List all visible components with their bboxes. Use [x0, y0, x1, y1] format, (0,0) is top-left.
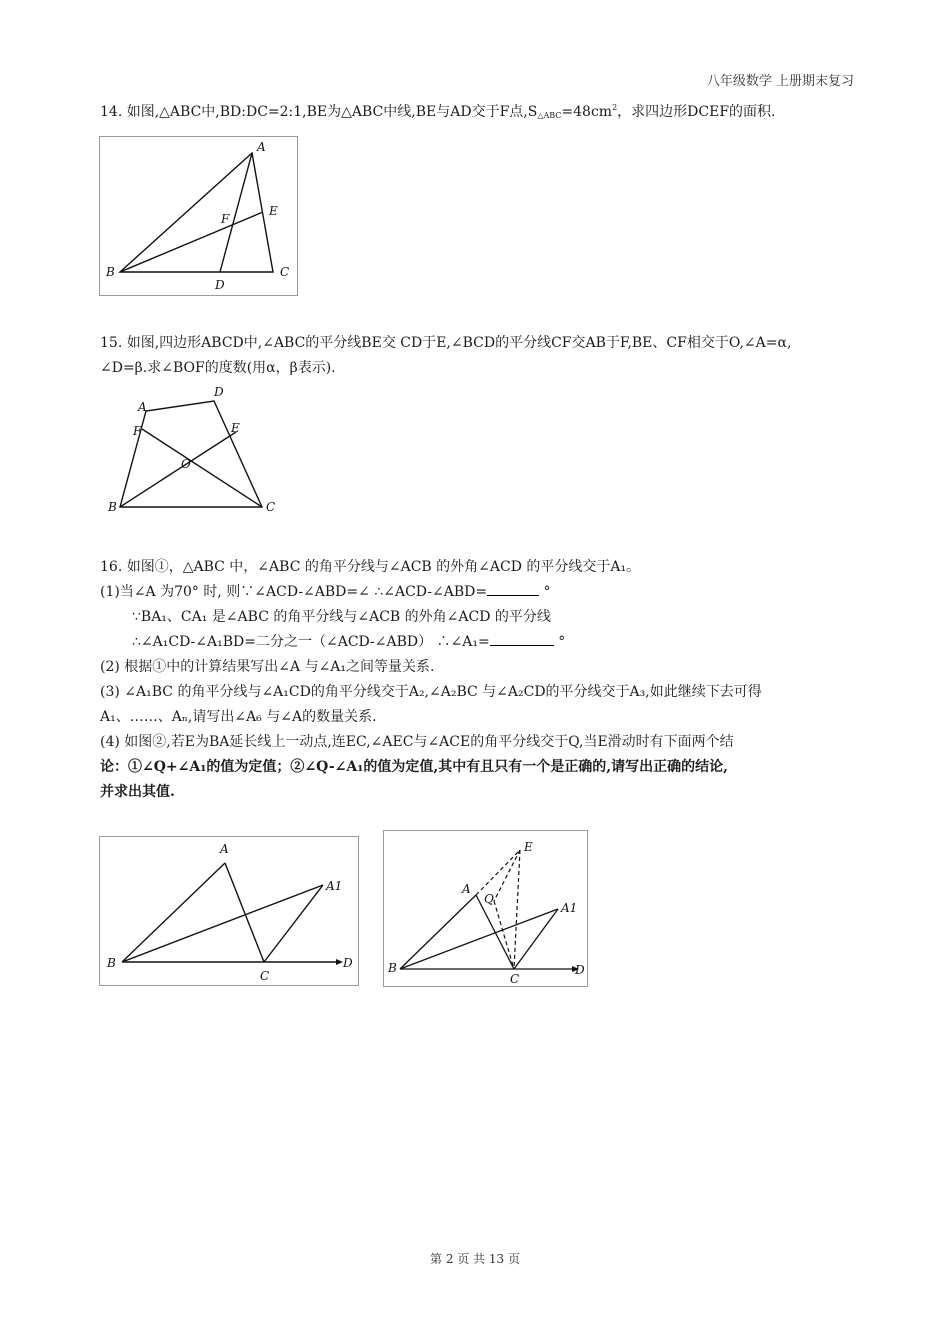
q14-text-a: 14. 如图,△ABC中,BD:DC=2:1,BE为△ABC中线,BE与AD交于F点,S	[100, 104, 538, 120]
q14-superscript: 2	[612, 103, 618, 112]
q14-segment-be	[120, 212, 263, 272]
q16-line-2-text: (1)当∠A 为70° 时, 则∵∠ACD-∠ABD=∠ ∴∠ACD-∠ABD=	[100, 584, 488, 600]
q16-line-4	[132, 631, 565, 651]
q16-fig2-label-d: D	[575, 963, 585, 977]
q14-text-c: ，求四边形DCEF的面积.	[617, 104, 776, 120]
q16-line-5: (2) 根据①中的计算结果写出∠A 与∠A₁之间等量关系.	[100, 659, 435, 675]
q16-fig1-label-c: C	[260, 969, 270, 983]
q16-fig2-label-c: C	[510, 972, 520, 986]
q16-fig2-segment-ba1	[400, 909, 558, 969]
q15-line-2: ∠D=β.求∠BOF的度数(用α，β表示).	[100, 360, 336, 376]
q16-fig2-label-e: E	[524, 840, 533, 854]
q15-label-c: C	[266, 500, 276, 514]
q16-fig1-label-b: B	[107, 956, 116, 970]
q15-figure	[100, 385, 280, 517]
q16-fig1-segment-ba	[122, 863, 225, 962]
q16-blank-2[interactable]	[490, 631, 554, 646]
q16-line-6: (3) ∠A₁BC 的角平分线与∠A₁CD的角平分线交于A₂,∠A₂BC 与∠A₂CD的平分线交于A₃,如此继续下去可得	[100, 684, 762, 700]
q16-fig2-label-q: Q	[484, 892, 494, 906]
q16-fig1-label-d: D	[343, 956, 353, 970]
q16-blank-1[interactable]	[487, 581, 539, 596]
q16-fig1-label-a: A	[220, 842, 229, 856]
q14-text	[100, 101, 776, 121]
page-footer: 第 2 页 共 13 页	[430, 1252, 520, 1266]
q16-figure-1	[99, 836, 359, 986]
q14-label-a: A	[257, 140, 266, 154]
q16-fig2-dashed-eq	[494, 850, 520, 901]
page-header: 八年级数学 上册期末复习	[706, 74, 854, 89]
q15-label-e: E	[231, 421, 240, 435]
q15-label-f: F	[133, 424, 142, 438]
q16-fig2-segment-ac	[476, 895, 514, 969]
q16-fig2-dashed-ae	[476, 850, 520, 895]
q16-line-7: A₁、……、Aₙ,请写出∠A₆ 与∠A的数量关系.	[100, 709, 377, 725]
q16-line-4-degree: °	[553, 634, 566, 650]
q16-fig1-label-a1: A1	[326, 879, 343, 893]
q16-fig1-segment-ac	[225, 863, 264, 962]
q15-line-1: 15. 如图,四边形ABCD中,∠ABC的平分线BE交 CD于E,∠BCD的平分线CF交AB于F,BE、CF相交于O,∠A=α,	[100, 335, 792, 351]
q16-fig1-arrow-d	[336, 959, 343, 965]
q14-label-e: E	[269, 204, 278, 218]
q16-fig2-segment-ba	[400, 895, 476, 969]
q15-label-a: A	[138, 400, 147, 414]
q15-label-b: B	[108, 500, 117, 514]
q16-line-4-text: ∴∠A₁CD-∠A₁BD=二分之一（∠ACD-∠ABD） ∴∠A₁=	[132, 634, 490, 650]
q15-quadrilateral	[120, 401, 262, 507]
q16-line-2-degree: °	[539, 584, 551, 600]
q14-figure	[99, 136, 298, 296]
q16-line-8: (4) 如图②,若E为BA延长线上一动点,连EC,∠AEC与∠ACE的角平分线交于Q,当E滑动时有下面两个结	[100, 734, 734, 750]
q14-label-c: C	[280, 265, 290, 279]
q14-text-b: =48cm	[561, 104, 613, 120]
q16-line-1: 16. 如图①，△ABC 中，∠ABC 的角平分线与∠ACB 的外角∠ACD 的平分线交于A₁。	[100, 559, 641, 575]
q15-label-o: O	[181, 457, 191, 471]
q16-line-10: 并求出其值.	[100, 784, 175, 800]
q16-fig2-label-a1: A1	[561, 901, 578, 915]
q14-label-f: F	[221, 212, 230, 226]
q16-figure-2	[383, 830, 588, 987]
q14-label-d: D	[215, 278, 225, 292]
q14-triangle-abc	[120, 153, 273, 272]
q15-label-d: D	[214, 385, 224, 399]
q16-line-3: ∵BA₁、CA₁ 是∠ABC 的角平分线与∠ACB 的外角∠ACD 的平分线	[132, 609, 551, 625]
q16-fig2-label-b: B	[388, 961, 397, 975]
q14-subscript: △ABC	[537, 111, 562, 120]
q16-line-9: 论：①∠Q+∠A₁的值为定值；②∠Q-∠A₁的值为定值,其中有且只有一个是正确的,请写出正确的结论,	[100, 759, 728, 775]
q14-label-b: B	[106, 265, 115, 279]
q16-fig2-label-a: A	[462, 882, 471, 896]
q16-line-2	[100, 581, 551, 601]
q16-fig2-dashed-ec	[514, 850, 520, 969]
